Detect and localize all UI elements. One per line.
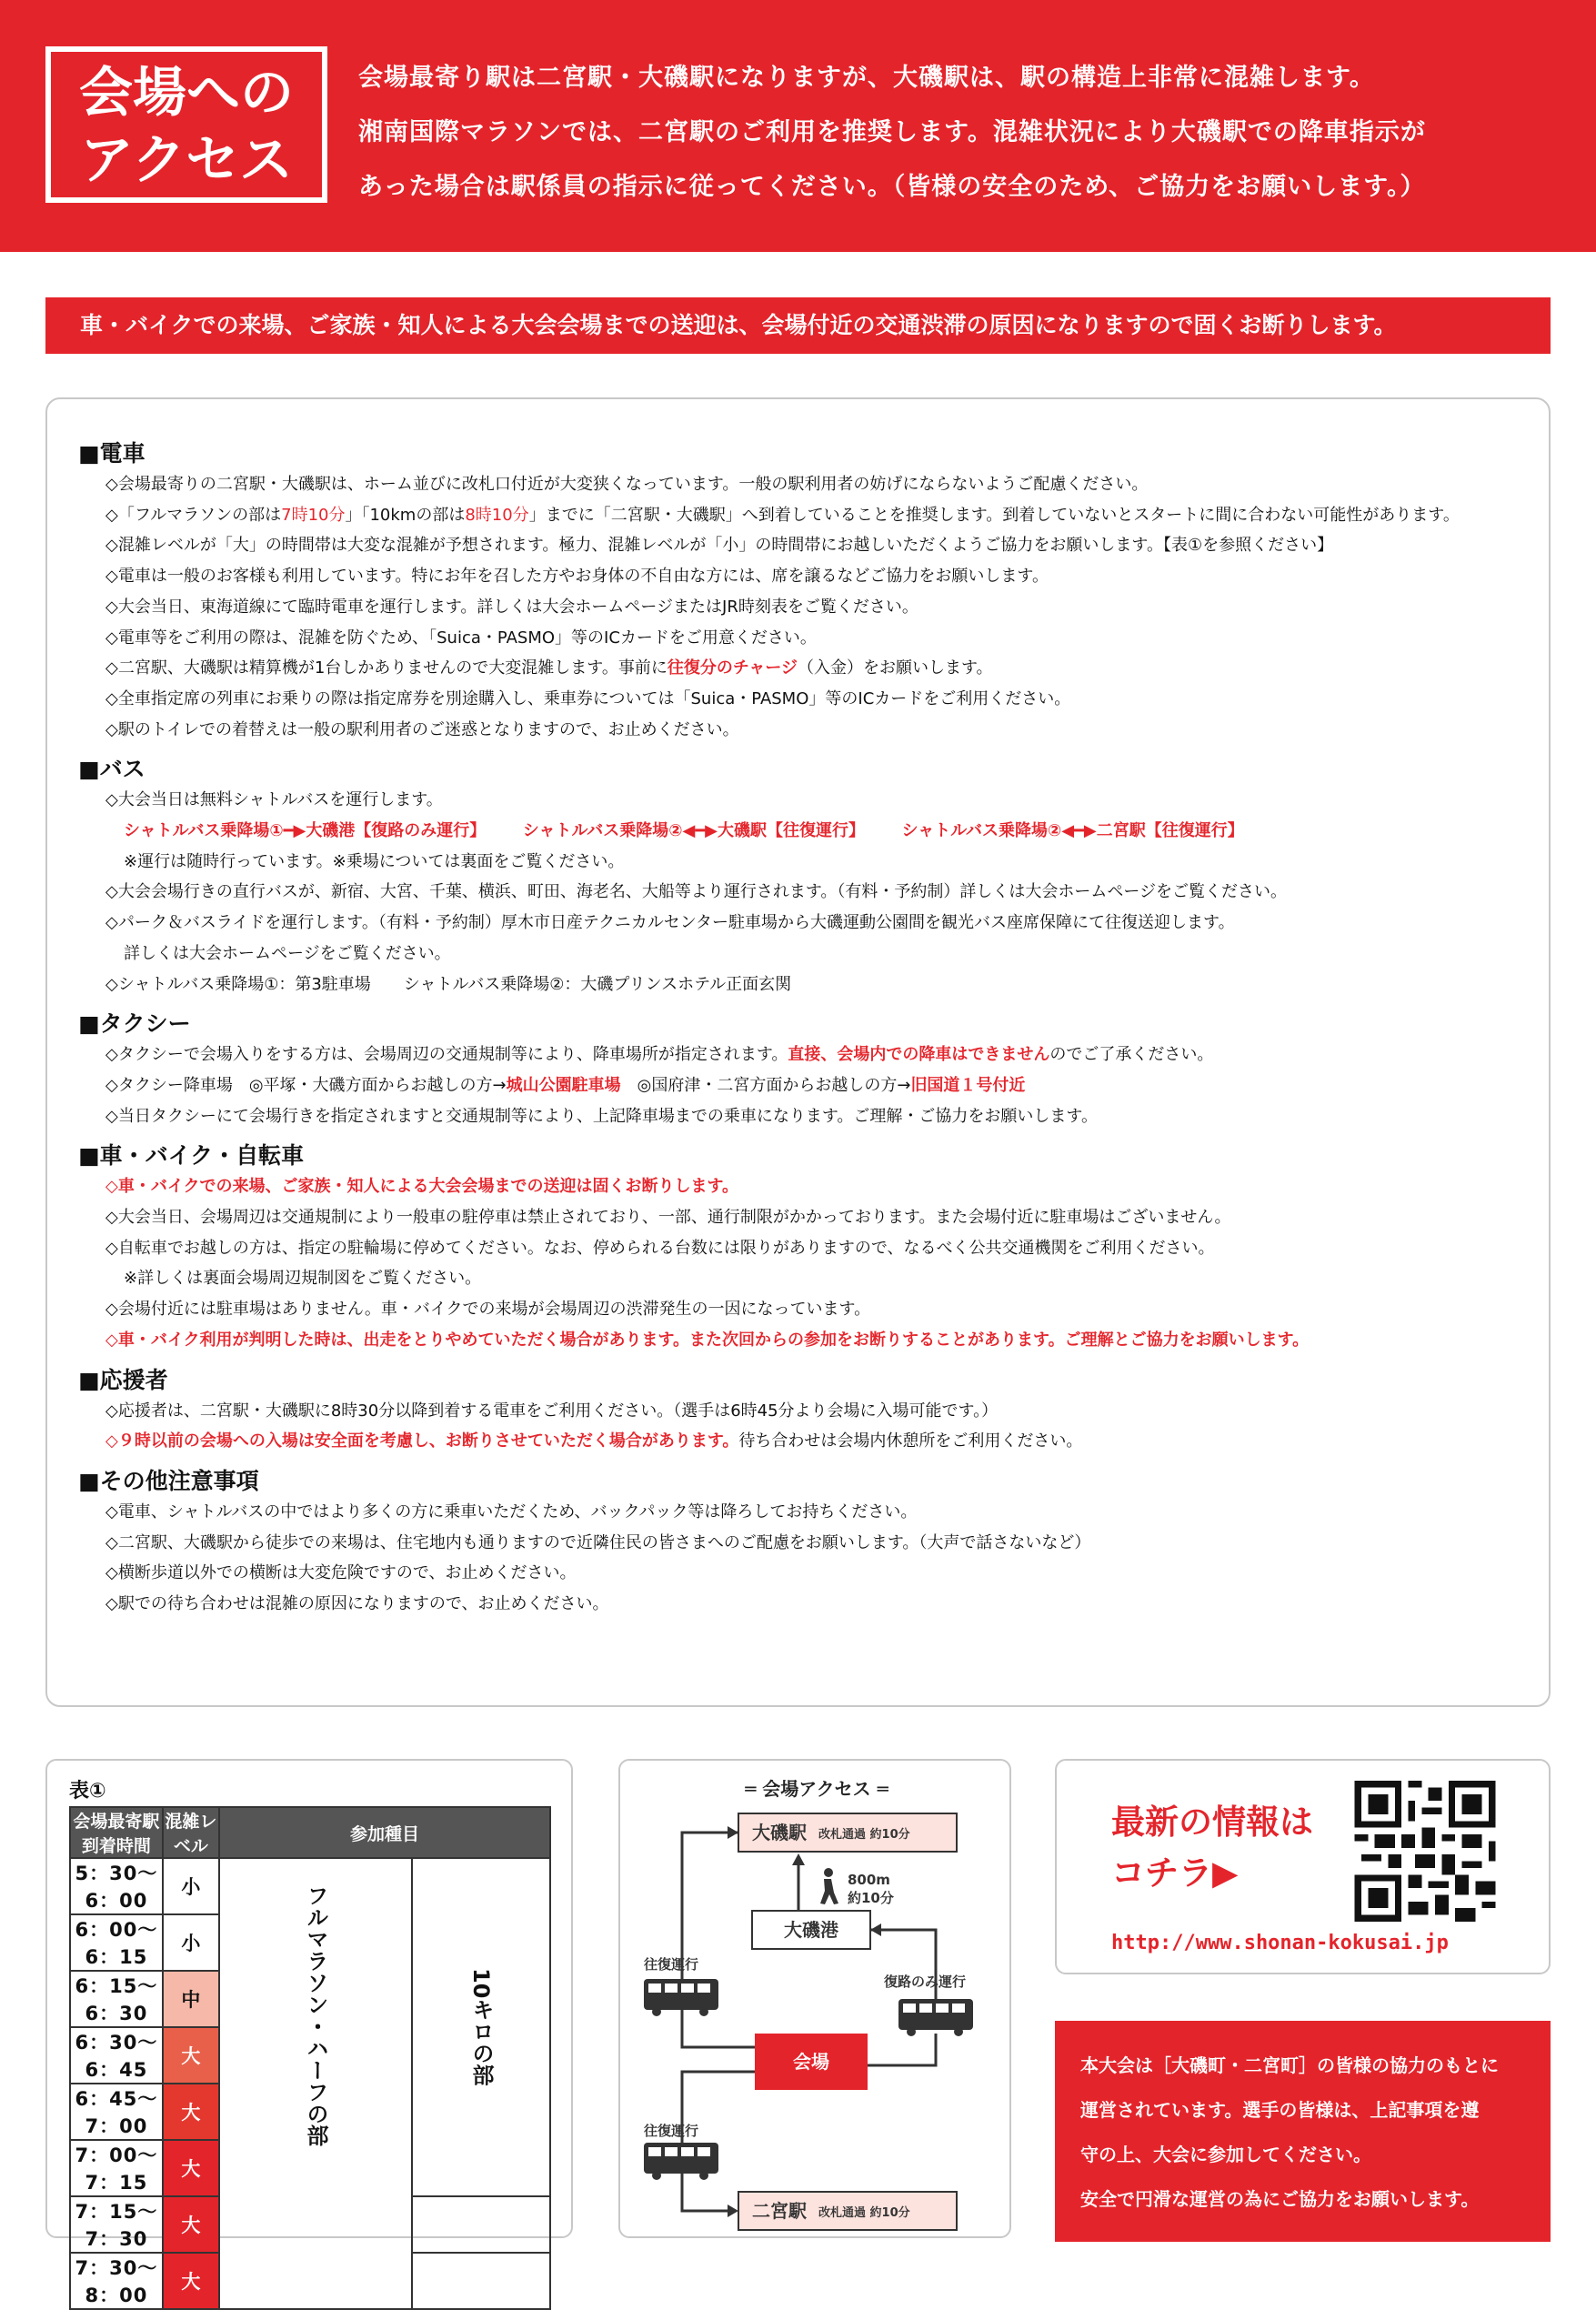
qr-code-icon[interactable] — [1352, 1781, 1498, 1922]
section-title-bus: ■バス — [78, 756, 146, 783]
train-line: ◇全車指定席の列車にお乗りの際は指定席券を別途購入し、乗車券については「Suica・PASMO」等のICカードをご利用ください。 — [105, 688, 1071, 708]
table-header: 混雑レベル — [163, 1807, 219, 1858]
header-text — [358, 51, 1568, 215]
bus-line: ◇パーク＆バスライドを運行します。（有料・予約制）厚木市日産テクニカルセンター駐車場から大磯運動公園間を観光バス座席保障にて往復送迎します。 — [105, 913, 1235, 933]
title-line-1: 会場への — [78, 61, 294, 124]
level-cell: 大 — [163, 2253, 219, 2309]
train-line: ◇大会当日、東海道線にて臨時電車を運行します。詳しくは大会ホームページまたはJR時刻表をご覧ください。 — [105, 597, 918, 617]
header-text-line: 湘南国際マラソンでは、二宮駅のご利用を推奨します。混雑状況により大磯駅での降車指示が — [358, 118, 1426, 146]
other-line: ◇電車、シャトルバスの中ではより多くの方に乗車いただくため、バックパック等は降ろしてお持ちください。 — [105, 1502, 918, 1522]
car-line: ◇自転車でお越しの方は、指定の駐輪場に停めてください。なお、停められる台数には限りがありますので、なるべく公共交通機関をご利用ください。 — [105, 1238, 1215, 1258]
train-line: ◇電車等をご利用の際は、混雑を防ぐため、「Suica・PASMO」等のICカードをご用意ください。 — [105, 628, 817, 648]
section-title-car: ■車・バイク・自転車 — [78, 1142, 305, 1170]
table-row: 6：15～6：30 中 — [70, 1971, 550, 2027]
header-text-line: 会場最寄り駅は二宮駅・大磯駅になりますが、大磯駅は、駅の構造上非常に混雑します。 — [358, 64, 1375, 92]
level-cell: 大 — [163, 2027, 219, 2084]
oiso-station-label: 大磯駅 — [752, 1822, 807, 1843]
category-10k: 10キロの部 — [412, 1858, 550, 2196]
category-full-half: フルマラソン・ハーフの部 — [219, 1858, 412, 2309]
arrow-right-icon: ━▶ — [283, 821, 306, 841]
level-cell: 小 — [163, 1914, 219, 1971]
car-line: ◇車・バイクでの来場、ご家族・知人による大会会場までの送迎は固くお断りします。 — [105, 1177, 739, 1197]
thanks-line: 安全で円滑な運営の為にご協力をお願いします。 — [1080, 2188, 1480, 2210]
level-cell: 大 — [163, 2196, 219, 2253]
thanks-line: 守の上、大会に参加してください。 — [1080, 2144, 1371, 2165]
bus-line: 詳しくは大会ホームページをご覧ください。 — [124, 943, 451, 963]
section-title-taxi: ■タクシー — [78, 1010, 191, 1038]
table-row: 7：00～7：15 大 — [70, 2140, 550, 2196]
arrow-right-icon — [728, 2205, 738, 2217]
round-trip-label-1: 往復運行 — [644, 1956, 699, 1973]
oiso-station-note: 改札通過 約10分 — [818, 1828, 910, 1842]
bus-icon — [898, 1999, 973, 2036]
main-info-panel — [45, 397, 1551, 1707]
thanks-panel — [1055, 2021, 1551, 2242]
train-line: ◇二宮駅、大磯駅は精算機が1台しかありませんので大変混雑します。事前に往復分のチャージ（入金）をお願いします。 — [105, 658, 993, 678]
walk-distance: 800m — [848, 1872, 890, 1888]
bus-line: ◇大会当日は無料シャトルバスを運行します。 — [105, 790, 443, 810]
other-line: ◇駅での待ち合わせは混雑の原因になりますので、お止めください。 — [105, 1594, 609, 1614]
arrow-both-icon: ◀━▶ — [682, 821, 718, 841]
table-row: 7：30～8：00 大 — [70, 2253, 550, 2309]
bus-line: ※運行は随時行っています。※乗場については裏面をご覧ください。 — [124, 851, 625, 871]
car-line: ◇車・バイク利用が判明した時は、出走をとりやめていただく場合があります。また次回からの参加をお断りすることがあります。ご理解とご協力をお願いします。 — [105, 1330, 1310, 1350]
table-row: 7：15～7：30 大 — [70, 2196, 550, 2253]
table-row: 6：45～7：00 大 — [70, 2084, 550, 2140]
train-line: ◇電車は一般のお客様も利用しています。特にお年を召した方やお身体の不自由な方には、席を譲るなどご協力をお願いします。 — [105, 567, 1049, 587]
arrow-right-icon — [728, 1826, 738, 1839]
latest-info-line: 最新の情報は — [1111, 1803, 1313, 1842]
train-line: ◇混雑レベルが「大」の時間帯は大変な混雑が予想されます。極力、混雑レベルが「小」の時間帯にお越しいただくようご協力をお願いします。【表①を参照ください】 — [105, 536, 1334, 556]
latest-info-title — [1111, 1797, 1313, 1899]
arrow-up-icon — [792, 1853, 805, 1865]
other-line: ◇二宮駅、大磯駅から徒歩での来場は、住宅地内も通りますので近隣住民の皆さまへのご配慮をお願いします。（大声で話さないなど） — [105, 1532, 1091, 1552]
walker-icon — [820, 1868, 838, 1904]
supporter-line: ◇応援者は、二宮駅・大磯駅に8時30分以降到着する電車をご利用ください。（選手は6時45分より会場に入場可能です。） — [105, 1401, 999, 1421]
congestion-table — [69, 1806, 551, 2310]
latest-info-line: コチラ▶ — [1111, 1853, 1239, 1893]
car-line: ◇大会当日、会場周辺は交通規制により一般車の駐停車は禁止されており、一部、通行制限がかかっております。また会場付近に駐車場はございません。 — [105, 1208, 1231, 1228]
taxi-line: ◇タクシー降車場 ◎平塚・大磯方面からお越しの方→城山公園駐車場 ◎国府津・二宮方面からお越しの方→旧国道１号付近 — [105, 1075, 1026, 1095]
level-cell: 中 — [163, 1971, 219, 2027]
car-line: ※詳しくは裏面会場周辺規制図をご覧ください。 — [124, 1269, 482, 1289]
latest-info-panel[interactable] — [1055, 1759, 1551, 1974]
thanks-line: 本大会は［大磯町・二宮町］の皆様の協力のもとに — [1080, 2054, 1499, 2076]
level-cell: 大 — [163, 2084, 219, 2140]
ninomiya-station-label: 二宮駅 — [752, 2200, 807, 2222]
level-cell: 小 — [163, 1858, 219, 1914]
section-title-supporter: ■応援者 — [78, 1366, 168, 1393]
page-title — [45, 46, 327, 203]
table-header: 会場最寄駅到着時間 — [70, 1807, 163, 1858]
bus-line: ◇大会会場行きの直行バスが、新宿、大宮、千葉、横浜、町田、海老名、大船等より運行されます。（有料・予約制）詳しくは大会ホームページをご覧ください。 — [105, 882, 1288, 902]
taxi-line: ◇当日タクシーにて会場行きを指定されますと交通規制等により、上記降車場までの乗車になります。ご理解・ご協力をお願いします。 — [105, 1106, 1098, 1126]
thanks-line: 運営されています。選手の皆様は、上記事項を遵 — [1080, 2099, 1480, 2121]
table-row: 6：00～6：15 小 — [70, 1914, 550, 1971]
access-map-panel — [618, 1759, 1011, 2238]
header-text-line: あった場合は駅係員の指示に従ってください。（皆様の安全のため、ご協力をお願いします。） — [358, 173, 1426, 201]
other-line: ◇横断歩道以外での横断は大変危険ですので、お止めください。 — [105, 1563, 577, 1583]
arrow-left-icon — [870, 1923, 881, 1936]
walk-time: 約10分 — [848, 1890, 894, 1906]
return-only-label: 復路のみ運行 — [884, 1974, 967, 1990]
header-banner — [0, 0, 1596, 252]
supporter-line: ◇９時以前の会場への入場は安全面を考慮し、お断りさせていただく場合があります。待ち合わせは会場内休憩所をご利用ください。 — [105, 1431, 1083, 1451]
congestion-table-panel — [45, 1759, 573, 2306]
notice-banner: 車・バイクでの来場、ご家族・知人による大会会場までの送迎は、会場付近の交通渋滞の原因になりますので固くお断りします。 — [45, 297, 1551, 354]
train-line: ◇「フルマラソンの部は7時10分」「10kmの部は8時10分」までに「二宮駅・大磯駅」へ到着していることを推奨します。到着していないとスタートに間に合わない可能性があります。 — [105, 505, 1460, 525]
ninomiya-station-note: 改札通過 約10分 — [818, 2206, 910, 2220]
train-line: ◇会場最寄りの二宮駅・大磯駅は、ホーム並びに改札口付近が大変狭くなっています。一般の駅利用者の妨げにならないようご配慮ください。 — [105, 475, 1149, 494]
train-line: ◇駅のトイレでの着替えは一般の駅利用者のご迷惑となりますので、お止めください。 — [105, 719, 739, 739]
table-row: 5：30～6：00 小 フルマラソン・ハーフの部 10キロの部 — [70, 1858, 550, 1914]
round-trip-label-2: 往復運行 — [644, 2123, 699, 2139]
table-row: 6：30～6：45 大 — [70, 2027, 550, 2084]
shuttle-routes: シャトルバス乗降場①━▶大磯港【復路のみ運行】 シャトルバス乗降場②◀━▶大磯駅【往復運行】 シャトルバス乗降場②◀━▶二宮駅【往復運行】 — [78, 816, 1533, 847]
arrow-both-icon: ◀━▶ — [1061, 821, 1097, 841]
map-title: ═ 会場アクセス ═ — [745, 1778, 888, 1800]
table-title: 表① — [69, 1780, 106, 1803]
title-line-2: アクセス — [79, 128, 294, 191]
level-cell: 大 — [163, 2140, 219, 2196]
oiso-port-label: 大磯港 — [784, 1919, 838, 1941]
website-link[interactable]: http://www.shonan-kokusai.jp — [1111, 1932, 1449, 1954]
taxi-line: ◇タクシーで会場入りをする方は、会場周辺の交通規制等により、降車場所が指定されます。直接、会場内での降車はできませんのでご了承ください。 — [105, 1045, 1214, 1065]
car-line: ◇会場付近には駐車場はありません。車・バイクでの来場が会場周辺の渋滞発生の一因になっています。 — [105, 1300, 871, 1320]
venue-label: 会場 — [793, 2051, 829, 2073]
table-header: 参加種目 — [219, 1807, 550, 1858]
access-map — [620, 1761, 1013, 2240]
bus-line: ◇シャトルバス乗降場①：第3駐車場 シャトルバス乗降場②：大磯プリンスホテル正面玄関 — [105, 974, 792, 994]
section-title-train: ■電車 — [78, 440, 146, 467]
section-title-other: ■その他注意事項 — [78, 1467, 259, 1494]
